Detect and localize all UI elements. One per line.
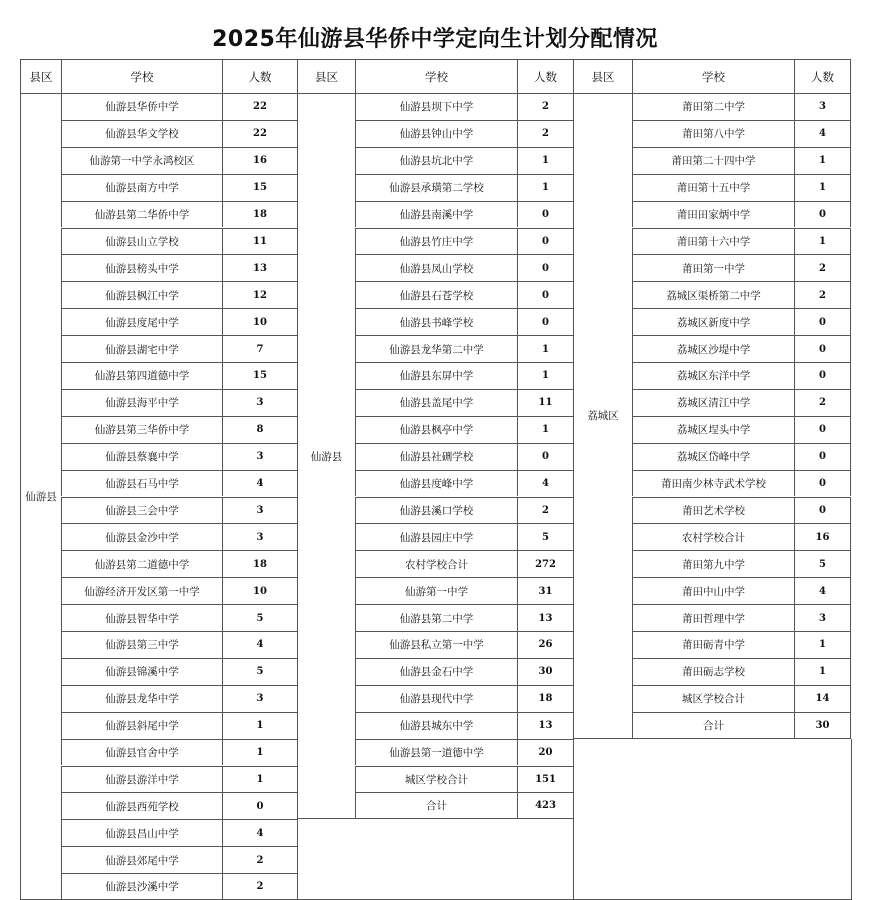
student-count-cell: 1 xyxy=(222,766,297,793)
student-count-cell: 22 xyxy=(222,120,297,147)
school-name-cell: 仙游县枫江中学 xyxy=(61,281,222,308)
school-name-cell: 仙游县社硎学校 xyxy=(355,443,517,470)
header-school: 学校 xyxy=(355,59,517,93)
student-count-cell: 4 xyxy=(222,470,297,497)
header-school: 学校 xyxy=(632,59,794,93)
school-name-cell: 仙游第一中学 xyxy=(355,577,517,604)
school-name-cell: 仙游经济开发区第一中学 xyxy=(61,577,222,604)
school-name-cell: 仙游县沙溪中学 xyxy=(61,873,222,900)
student-count-cell: 2 xyxy=(794,254,851,281)
school-name-cell: 仙游县三会中学 xyxy=(61,497,222,524)
table-border-right xyxy=(851,739,852,900)
school-name-cell: 莆田第一中学 xyxy=(632,254,794,281)
school-name-cell: 仙游县智华中学 xyxy=(61,604,222,631)
student-count-cell: 0 xyxy=(794,362,851,389)
school-name-cell: 荔城区埕头中学 xyxy=(632,416,794,443)
school-name-cell: 仙游县溪口学校 xyxy=(355,497,517,524)
student-count-cell: 2 xyxy=(794,389,851,416)
student-count-cell: 1 xyxy=(222,712,297,739)
student-count-cell: 1 xyxy=(517,335,573,362)
student-count-cell: 0 xyxy=(517,443,573,470)
school-name-cell: 莆田第二中学 xyxy=(632,93,794,120)
student-count-cell: 1 xyxy=(794,228,851,255)
student-count-cell: 30 xyxy=(794,712,851,739)
table-divider-line xyxy=(573,739,574,900)
student-count-cell: 3 xyxy=(222,497,297,524)
student-count-cell: 20 xyxy=(517,739,573,766)
school-name-cell: 合计 xyxy=(632,712,794,739)
student-count-cell: 13 xyxy=(517,712,573,739)
student-count-cell: 0 xyxy=(794,308,851,335)
student-count-cell: 15 xyxy=(222,362,297,389)
school-name-cell: 仙游县南方中学 xyxy=(61,174,222,201)
student-count-cell: 22 xyxy=(222,93,297,120)
school-name-cell: 仙游县坝下中学 xyxy=(355,93,517,120)
table-divider-line xyxy=(297,819,298,900)
student-count-cell: 15 xyxy=(222,174,297,201)
student-count-cell: 11 xyxy=(517,389,573,416)
school-name-cell: 荔城区新度中学 xyxy=(632,308,794,335)
county-cell: 荔城区 xyxy=(573,93,632,739)
school-name-cell: 农村学校合计 xyxy=(355,550,517,577)
school-name-cell: 仙游县官舍中学 xyxy=(61,739,222,766)
school-name-cell: 仙游县石苍学校 xyxy=(355,281,517,308)
school-name-cell: 莆田第十六中学 xyxy=(632,228,794,255)
student-count-cell: 4 xyxy=(517,470,573,497)
student-count-cell: 2 xyxy=(794,281,851,308)
school-name-cell: 荔城区清江中学 xyxy=(632,389,794,416)
student-count-cell: 3 xyxy=(794,604,851,631)
student-count-cell: 30 xyxy=(517,658,573,685)
student-count-cell: 0 xyxy=(794,497,851,524)
student-count-cell: 13 xyxy=(517,604,573,631)
header-count: 人数 xyxy=(222,59,297,93)
student-count-cell: 5 xyxy=(794,550,851,577)
student-count-cell: 0 xyxy=(517,254,573,281)
student-count-cell: 7 xyxy=(222,335,297,362)
school-name-cell: 莆田哲理中学 xyxy=(632,604,794,631)
student-count-cell: 10 xyxy=(222,308,297,335)
school-name-cell: 莆田中山中学 xyxy=(632,577,794,604)
school-name-cell: 仙游县龙华第二中学 xyxy=(355,335,517,362)
school-name-cell: 莆田第十五中学 xyxy=(632,174,794,201)
school-name-cell: 仙游县石马中学 xyxy=(61,470,222,497)
school-name-cell: 农村学校合计 xyxy=(632,523,794,550)
header-county: 县区 xyxy=(297,59,355,93)
school-name-cell: 仙游县第三华侨中学 xyxy=(61,416,222,443)
student-count-cell: 2 xyxy=(517,120,573,147)
student-count-cell: 3 xyxy=(222,443,297,470)
page-title: 2025年仙游县华侨中学定向生计划分配情况 xyxy=(212,27,658,52)
school-name-cell: 仙游县第二中学 xyxy=(355,604,517,631)
school-name-cell: 城区学校合计 xyxy=(632,685,794,712)
school-name-cell: 仙游县斜尾中学 xyxy=(61,712,222,739)
school-name-cell: 城区学校合计 xyxy=(355,766,517,793)
student-count-cell: 18 xyxy=(222,550,297,577)
school-name-cell: 仙游县第二道德中学 xyxy=(61,550,222,577)
student-count-cell: 14 xyxy=(794,685,851,712)
school-name-cell: 仙游县竹庄中学 xyxy=(355,228,517,255)
school-name-cell: 仙游县私立第一中学 xyxy=(355,631,517,658)
school-name-cell: 仙游县海平中学 xyxy=(61,389,222,416)
header-county: 县区 xyxy=(20,59,61,93)
school-name-cell: 仙游县东屏中学 xyxy=(355,362,517,389)
student-count-cell: 5 xyxy=(222,658,297,685)
school-name-cell: 仙游县度尾中学 xyxy=(61,308,222,335)
school-name-cell: 莆田第二十四中学 xyxy=(632,147,794,174)
header-county: 县区 xyxy=(573,59,632,93)
school-name-cell: 仙游县游洋中学 xyxy=(61,766,222,793)
school-name-cell: 莆田第八中学 xyxy=(632,120,794,147)
school-name-cell: 仙游县钟山中学 xyxy=(355,120,517,147)
student-count-cell: 1 xyxy=(517,362,573,389)
student-count-cell: 4 xyxy=(794,577,851,604)
school-name-cell: 仙游县书峰学校 xyxy=(355,308,517,335)
school-name-cell: 仙游县西苑学校 xyxy=(61,792,222,819)
student-count-cell: 2 xyxy=(517,93,573,120)
school-name-cell: 荔城区渠桥第二中学 xyxy=(632,281,794,308)
student-count-cell: 1 xyxy=(222,739,297,766)
school-name-cell: 仙游县现代中学 xyxy=(355,685,517,712)
school-name-cell: 仙游县昌山中学 xyxy=(61,819,222,846)
student-count-cell: 0 xyxy=(222,792,297,819)
student-count-cell: 4 xyxy=(794,120,851,147)
school-name-cell: 莆田第九中学 xyxy=(632,550,794,577)
student-count-cell: 3 xyxy=(222,389,297,416)
school-name-cell: 仙游县金石中学 xyxy=(355,658,517,685)
county-cell: 仙游县 xyxy=(297,93,355,819)
school-name-cell: 仙游县南溪中学 xyxy=(355,201,517,228)
school-name-cell: 仙游县第四道德中学 xyxy=(61,362,222,389)
student-count-cell: 0 xyxy=(517,228,573,255)
student-count-cell: 8 xyxy=(222,416,297,443)
school-name-cell: 仙游县龙华中学 xyxy=(61,685,222,712)
header-school: 学校 xyxy=(61,59,222,93)
student-count-cell: 16 xyxy=(222,147,297,174)
school-name-cell: 莆田砺志学校 xyxy=(632,658,794,685)
student-count-cell: 4 xyxy=(222,819,297,846)
student-count-cell: 4 xyxy=(222,631,297,658)
school-name-cell: 仙游县枫亭中学 xyxy=(355,416,517,443)
school-name-cell: 仙游县郊尾中学 xyxy=(61,846,222,873)
student-count-cell: 272 xyxy=(517,550,573,577)
student-count-cell: 3 xyxy=(222,523,297,550)
student-count-cell: 18 xyxy=(517,685,573,712)
school-name-cell: 莆田砺青中学 xyxy=(632,631,794,658)
school-name-cell: 仙游县华侨中学 xyxy=(61,93,222,120)
school-name-cell: 莆田南少林寺武术学校 xyxy=(632,470,794,497)
student-count-cell: 5 xyxy=(222,604,297,631)
student-count-cell: 3 xyxy=(222,685,297,712)
school-name-cell: 仙游县榜头中学 xyxy=(61,254,222,281)
student-count-cell: 11 xyxy=(222,228,297,255)
school-name-cell: 仙游县坑北中学 xyxy=(355,147,517,174)
student-count-cell: 0 xyxy=(517,201,573,228)
school-name-cell: 仙游县华文学校 xyxy=(61,120,222,147)
student-count-cell: 12 xyxy=(222,281,297,308)
student-count-cell: 1 xyxy=(794,631,851,658)
school-name-cell: 仙游县蔡襄中学 xyxy=(61,443,222,470)
school-name-cell: 仙游县凤山学校 xyxy=(355,254,517,281)
school-name-cell: 仙游县金沙中学 xyxy=(61,523,222,550)
school-name-cell: 仙游县盖尾中学 xyxy=(355,389,517,416)
school-name-cell: 莆田艺术学校 xyxy=(632,497,794,524)
student-count-cell: 5 xyxy=(517,523,573,550)
student-count-cell: 0 xyxy=(794,443,851,470)
school-name-cell: 仙游县湖宅中学 xyxy=(61,335,222,362)
student-count-cell: 1 xyxy=(517,174,573,201)
school-name-cell: 荔城区岱峰中学 xyxy=(632,443,794,470)
student-count-cell: 1 xyxy=(794,147,851,174)
school-name-cell: 荔城区东洋中学 xyxy=(632,362,794,389)
student-count-cell: 2 xyxy=(517,497,573,524)
student-count-cell: 151 xyxy=(517,766,573,793)
student-count-cell: 0 xyxy=(794,201,851,228)
student-count-cell: 16 xyxy=(794,523,851,550)
header-count: 人数 xyxy=(517,59,573,93)
student-count-cell: 2 xyxy=(222,846,297,873)
student-count-cell: 0 xyxy=(794,335,851,362)
student-count-cell: 26 xyxy=(517,631,573,658)
school-name-cell: 莆田田家炳中学 xyxy=(632,201,794,228)
school-name-cell: 仙游第一中学永鸿校区 xyxy=(61,147,222,174)
student-count-cell: 0 xyxy=(517,308,573,335)
county-cell: 仙游县 xyxy=(20,93,61,900)
header-count: 人数 xyxy=(794,59,851,93)
student-count-cell: 18 xyxy=(222,201,297,228)
student-count-cell: 1 xyxy=(794,658,851,685)
school-name-cell: 仙游县承璜第二学校 xyxy=(355,174,517,201)
student-count-cell: 423 xyxy=(517,792,573,819)
student-count-cell: 0 xyxy=(794,416,851,443)
school-name-cell: 仙游县第一道德中学 xyxy=(355,739,517,766)
student-count-cell: 10 xyxy=(222,577,297,604)
school-name-cell: 合计 xyxy=(355,792,517,819)
student-count-cell: 13 xyxy=(222,254,297,281)
school-name-cell: 荔城区沙堤中学 xyxy=(632,335,794,362)
school-name-cell: 仙游县山立学校 xyxy=(61,228,222,255)
school-name-cell: 仙游县园庄中学 xyxy=(355,523,517,550)
student-count-cell: 0 xyxy=(794,470,851,497)
student-count-cell: 2 xyxy=(222,873,297,900)
student-count-cell: 31 xyxy=(517,577,573,604)
student-count-cell: 0 xyxy=(517,281,573,308)
school-name-cell: 仙游县第三中学 xyxy=(61,631,222,658)
school-name-cell: 仙游县城东中学 xyxy=(355,712,517,739)
student-count-cell: 3 xyxy=(794,93,851,120)
school-name-cell: 仙游县锦溪中学 xyxy=(61,658,222,685)
student-count-cell: 1 xyxy=(794,174,851,201)
school-name-cell: 仙游县度峰中学 xyxy=(355,470,517,497)
school-name-cell: 仙游县第二华侨中学 xyxy=(61,201,222,228)
student-count-cell: 1 xyxy=(517,416,573,443)
student-count-cell: 1 xyxy=(517,147,573,174)
